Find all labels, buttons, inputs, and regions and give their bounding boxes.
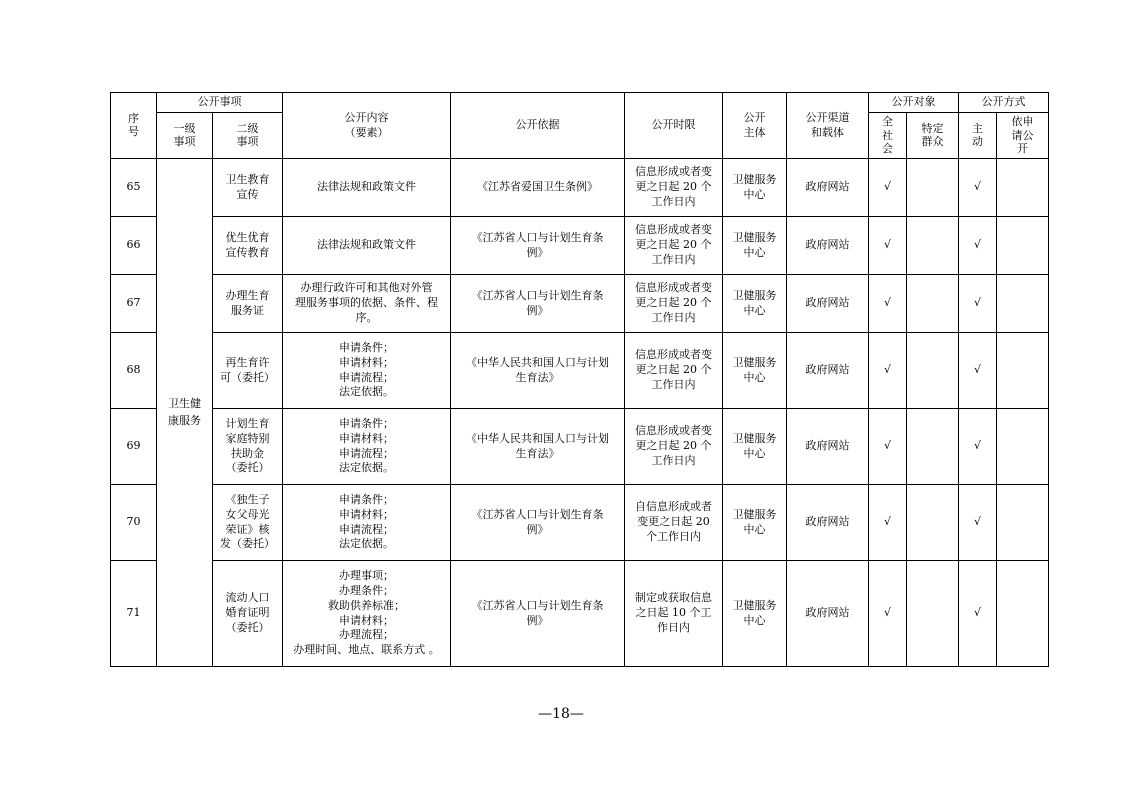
row-audience-specific (907, 275, 959, 333)
row-audience-all: √ (869, 217, 907, 275)
page-number: —18— (538, 706, 584, 722)
row-content: 法律法规和政策文件 (283, 159, 451, 217)
row-content: 申请条件； 申请材料； 申请流程； 法定依据。 (283, 485, 451, 561)
row-method-apply (997, 409, 1049, 485)
table-header (111, 93, 1049, 159)
row-content: 办理事项； 办理条件； 救助供养标准； 申请材料； 办理流程； 办理时间、地点、联系方式 。 (283, 561, 451, 667)
row-channel: 政府网站 (787, 217, 869, 275)
row-audience-specific (907, 561, 959, 667)
row-seq: 65 (111, 159, 157, 217)
row-method-active: √ (959, 159, 997, 217)
row-level2: 计划生育 家庭特别 扶助金 （委托） (213, 409, 283, 485)
row-method-apply (997, 561, 1049, 667)
row-level2: 再生育许 可（委托） (213, 333, 283, 409)
row-content: 申请条件； 申请材料； 申请流程； 法定依据。 (283, 333, 451, 409)
row-subject: 卫健服务 中心 (723, 275, 787, 333)
row-channel: 政府网站 (787, 275, 869, 333)
header-audience-specific: 特定 群众 (907, 112, 959, 158)
row-method-active: √ (959, 409, 997, 485)
row-channel: 政府网站 (787, 333, 869, 409)
header-content: 公开内容 （要素） (283, 93, 451, 159)
row-basis: 《中华人民共和国人口与计划 生育法》 (451, 333, 625, 409)
row-seq: 66 (111, 217, 157, 275)
row-deadline: 信息形成或者变 更之日起 20 个 工作日内 (625, 409, 723, 485)
row-audience-all: √ (869, 333, 907, 409)
row-audience-specific (907, 333, 959, 409)
row-subject: 卫健服务 中心 (723, 217, 787, 275)
disclosure-table-wrapper (110, 92, 1034, 667)
row-method-active: √ (959, 275, 997, 333)
row-audience-specific (907, 159, 959, 217)
row-basis: 《江苏省人口与计划生育条 例》 (451, 561, 625, 667)
header-channel: 公开渠道 和载体 (787, 93, 869, 159)
row-deadline: 信息形成或者变 更之日起 20 个 工作日内 (625, 159, 723, 217)
row-audience-all: √ (869, 561, 907, 667)
header-method-active: 主 动 (959, 112, 997, 158)
row-method-apply (997, 217, 1049, 275)
row-deadline: 信息形成或者变 更之日起 20 个 工作日内 (625, 333, 723, 409)
row-method-apply (997, 275, 1049, 333)
row-channel: 政府网站 (787, 159, 869, 217)
disclosure-table (110, 92, 1049, 667)
row-level2: 卫生教育 宣传 (213, 159, 283, 217)
row-method-active: √ (959, 485, 997, 561)
row-channel: 政府网站 (787, 561, 869, 667)
header-method: 公开方式 (959, 93, 1049, 113)
row-subject: 卫健服务 中心 (723, 159, 787, 217)
row-subject: 卫健服务 中心 (723, 561, 787, 667)
row-method-apply (997, 485, 1049, 561)
row-method-active: √ (959, 217, 997, 275)
row-content: 办理行政许可和其他对外管 理服务事项的依据、条件、程 序。 (283, 275, 451, 333)
row-audience-all: √ (869, 159, 907, 217)
row-level2: 优生优育 宣传教育 (213, 217, 283, 275)
header-subject: 公开 主体 (723, 93, 787, 159)
row-subject: 卫健服务 中心 (723, 485, 787, 561)
header-basis: 公开依据 (451, 93, 625, 159)
row-method-apply (997, 159, 1049, 217)
row-audience-all: √ (869, 485, 907, 561)
row-subject: 卫健服务 中心 (723, 409, 787, 485)
header-deadline: 公开时限 (625, 93, 723, 159)
row-method-active: √ (959, 561, 997, 667)
row-level2: 办理生育 服务证 (213, 275, 283, 333)
row-audience-specific (907, 217, 959, 275)
header-audience-all: 全 社 会 (869, 112, 907, 158)
table-row (111, 485, 1049, 561)
row-audience-specific (907, 409, 959, 485)
row-seq: 67 (111, 275, 157, 333)
row-seq: 71 (111, 561, 157, 667)
row-content: 法律法规和政策文件 (283, 217, 451, 275)
table-row (111, 409, 1049, 485)
header-level1: 一级 事项 (157, 112, 213, 158)
row-level1-group: 卫生健 康服务 (157, 159, 213, 667)
table-header-row-1 (111, 93, 1049, 113)
table-row (111, 159, 1049, 217)
row-channel: 政府网站 (787, 409, 869, 485)
header-seq: 序 号 (111, 93, 157, 159)
row-deadline: 自信息形成或者 变更之日起 20 个工作日内 (625, 485, 723, 561)
row-seq: 69 (111, 409, 157, 485)
row-deadline: 信息形成或者变 更之日起 20 个 工作日内 (625, 217, 723, 275)
row-level2: 《独生子 女父母光 荣证》核 发（委托） (213, 485, 283, 561)
row-basis: 《江苏省人口与计划生育条 例》 (451, 485, 625, 561)
row-deadline: 制定或获取信息 之日起 10 个工 作日内 (625, 561, 723, 667)
row-seq: 68 (111, 333, 157, 409)
table-row (111, 333, 1049, 409)
row-method-active: √ (959, 333, 997, 409)
header-method-apply: 依申 请公 开 (997, 112, 1049, 158)
row-basis: 《江苏省人口与计划生育条 例》 (451, 217, 625, 275)
row-content: 申请条件； 申请材料； 申请流程； 法定依据。 (283, 409, 451, 485)
row-basis: 《江苏省爱国卫生条例》 (451, 159, 625, 217)
header-audience: 公开对象 (869, 93, 959, 113)
row-seq: 70 (111, 485, 157, 561)
table-body (111, 159, 1049, 667)
header-public-matters: 公开事项 (157, 93, 283, 113)
row-audience-specific (907, 485, 959, 561)
row-audience-all: √ (869, 275, 907, 333)
table-row (111, 275, 1049, 333)
row-channel: 政府网站 (787, 485, 869, 561)
header-level2: 二级 事项 (213, 112, 283, 158)
row-basis: 《中华人民共和国人口与计划 生育法》 (451, 409, 625, 485)
row-method-apply (997, 333, 1049, 409)
row-deadline: 信息形成或者变 更之日起 20 个 工作日内 (625, 275, 723, 333)
row-level2: 流动人口 婚育证明 （委托） (213, 561, 283, 667)
row-subject: 卫健服务 中心 (723, 333, 787, 409)
table-row (111, 217, 1049, 275)
row-audience-all: √ (869, 409, 907, 485)
table-row (111, 561, 1049, 667)
row-basis: 《江苏省人口与计划生育条 例》 (451, 275, 625, 333)
